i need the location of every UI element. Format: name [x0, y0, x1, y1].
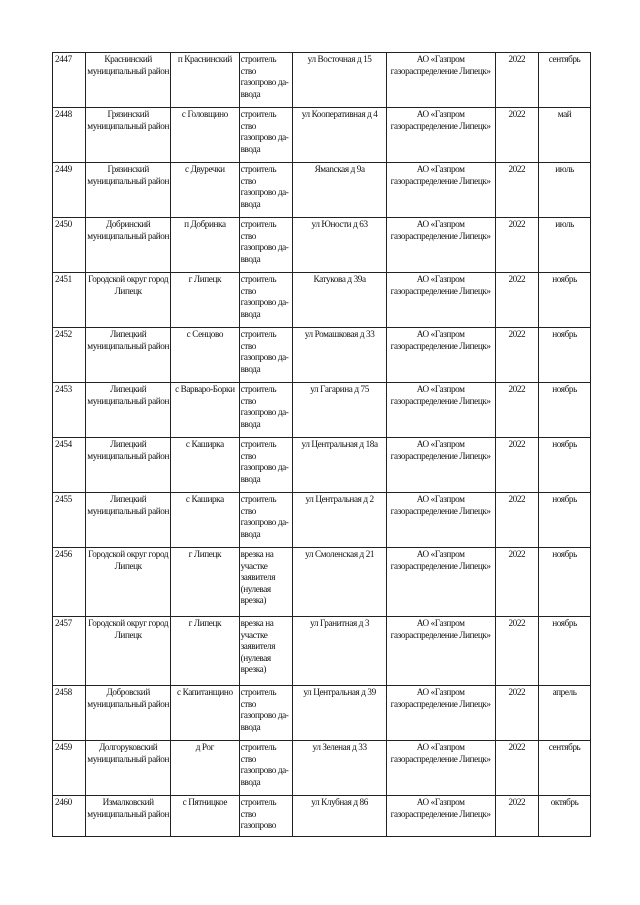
table-row: [53, 218, 591, 273]
address-cell: ул Гагарина д 75: [293, 383, 386, 438]
month-cell: июль: [539, 163, 591, 218]
table-row: [53, 741, 591, 796]
organization-cell: АО «Газпром газораспределение Липецк»: [386, 493, 495, 548]
row-number: 2453: [53, 383, 86, 438]
table-row: [53, 383, 591, 438]
address-cell: ул Гранитная д 3: [293, 617, 386, 686]
work-type-cell: строитель ство газопрово да-ввода: [239, 438, 293, 493]
month-cell: ноябрь: [539, 617, 591, 686]
organization-cell: АО «Газпром газораспределение Липецк»: [386, 617, 495, 686]
address-cell: ул Клубная д 86: [293, 796, 386, 837]
row-number: 2454: [53, 438, 86, 493]
organization-cell: АО «Газпром газораспределение Липецк»: [386, 163, 495, 218]
work-type-cell: строитель ство газопрово да-ввода: [239, 273, 293, 328]
table-row: [53, 796, 591, 837]
address-cell: ул Кооперативная д 4: [293, 108, 386, 163]
locality-cell: п Краснинский: [171, 53, 239, 108]
address-cell: ул Центральная д 18а: [293, 438, 386, 493]
table-row: [53, 617, 591, 686]
organization-cell: АО «Газпром газораспределение Липецк»: [386, 548, 495, 617]
row-number: 2460: [53, 796, 86, 837]
table-row: [53, 548, 591, 617]
year-cell: 2022: [495, 617, 539, 686]
row-number: 2450: [53, 218, 86, 273]
row-number: 2447: [53, 53, 86, 108]
month-cell: ноябрь: [539, 383, 591, 438]
locality-cell: с Пятницкое: [171, 796, 239, 837]
table-row: [53, 686, 591, 741]
address-cell: ул Ромашковая д 33: [293, 328, 386, 383]
table-row: [53, 438, 591, 493]
table-row: [53, 53, 591, 108]
address-cell: Катукова д 39а: [293, 273, 386, 328]
locality-cell: г Липецк: [171, 548, 239, 617]
address-cell: ул Центральная д 2: [293, 493, 386, 548]
organization-cell: АО «Газпром газораспределение Липецк»: [386, 328, 495, 383]
work-type-cell: строитель ство газопрово да-ввода: [239, 493, 293, 548]
organization-cell: АО «Газпром газораспределение Липецк»: [386, 741, 495, 796]
document-table: [52, 52, 591, 837]
district-cell: Липецкий муниципальный район: [86, 493, 171, 548]
locality-cell: с Двуречки: [171, 163, 239, 218]
year-cell: 2022: [495, 53, 539, 108]
row-number: 2455: [53, 493, 86, 548]
locality-cell: г Липецк: [171, 273, 239, 328]
work-type-cell: строитель ство газопрово да-ввода: [239, 328, 293, 383]
district-cell: Грязинский муниципальный район: [86, 108, 171, 163]
year-cell: 2022: [495, 163, 539, 218]
month-cell: апрель: [539, 686, 591, 741]
address-cell: ул Восточная д 15: [293, 53, 386, 108]
district-cell: Городской округ город Липецк: [86, 548, 171, 617]
table-row: [53, 273, 591, 328]
district-cell: Грязинский муниципальный район: [86, 163, 171, 218]
address-cell: ул Юности д 63: [293, 218, 386, 273]
year-cell: 2022: [495, 438, 539, 493]
work-type-cell: строитель ство газопрово: [239, 796, 293, 837]
row-number: 2451: [53, 273, 86, 328]
year-cell: 2022: [495, 273, 539, 328]
table-row: [53, 493, 591, 548]
address-cell: Ямanская д 9а: [293, 163, 386, 218]
month-cell: сентябрь: [539, 53, 591, 108]
work-type-cell: строитель ство газопрово да-ввода: [239, 218, 293, 273]
work-type-cell: врезка на участке заявителя (нулевая врезка): [239, 548, 293, 617]
district-cell: Липецкий муниципальный район: [86, 383, 171, 438]
locality-cell: с Варваро-Борки: [171, 383, 239, 438]
locality-cell: с Каширка: [171, 493, 239, 548]
month-cell: ноябрь: [539, 438, 591, 493]
address-cell: ул Смоленская д 21: [293, 548, 386, 617]
year-cell: 2022: [495, 796, 539, 837]
month-cell: ноябрь: [539, 328, 591, 383]
district-cell: Липецкий муниципальный район: [86, 328, 171, 383]
year-cell: 2022: [495, 218, 539, 273]
organization-cell: АО «Газпром газораспределение Липецк»: [386, 438, 495, 493]
work-type-cell: строитель ство газопрово да-ввода: [239, 53, 293, 108]
locality-cell: г Липецк: [171, 617, 239, 686]
year-cell: 2022: [495, 686, 539, 741]
work-type-cell: строитель ство газопрово да-ввода: [239, 163, 293, 218]
address-cell: ул Зеленая д 33: [293, 741, 386, 796]
district-cell: Добровский муниципальный район: [86, 686, 171, 741]
district-cell: Городской округ город Липецк: [86, 273, 171, 328]
row-number: 2459: [53, 741, 86, 796]
locality-cell: с Каширка: [171, 438, 239, 493]
district-cell: Измалковский муниципальный район: [86, 796, 171, 837]
row-number: 2458: [53, 686, 86, 741]
district-cell: Добринский муниципальный район: [86, 218, 171, 273]
month-cell: июль: [539, 218, 591, 273]
year-cell: 2022: [495, 548, 539, 617]
organization-cell: АО «Газпром газораспределение Липецк»: [386, 273, 495, 328]
work-type-cell: строитель ство газопрово да-ввода: [239, 686, 293, 741]
locality-cell: с Сенцово: [171, 328, 239, 383]
organization-cell: АО «Газпром газораспределение Липецк»: [386, 686, 495, 741]
locality-cell: п Добринка: [171, 218, 239, 273]
table-row: [53, 163, 591, 218]
work-type-cell: строитель ство газопрово да-ввода: [239, 741, 293, 796]
month-cell: ноябрь: [539, 273, 591, 328]
organization-cell: АО «Газпром газораспределение Липецк»: [386, 796, 495, 837]
address-cell: ул Центральная д 39: [293, 686, 386, 741]
year-cell: 2022: [495, 328, 539, 383]
organization-cell: АО «Газпром газораспределение Липецк»: [386, 383, 495, 438]
row-number: 2457: [53, 617, 86, 686]
work-type-cell: строитель ство газопрово да-ввода: [239, 383, 293, 438]
district-cell: Липецкий муниципальный район: [86, 438, 171, 493]
month-cell: ноябрь: [539, 548, 591, 617]
row-number: 2456: [53, 548, 86, 617]
district-cell: Городской округ город Липецк: [86, 617, 171, 686]
organization-cell: АО «Газпром газораспределение Липецк»: [386, 53, 495, 108]
work-type-cell: врезка на участке заявителя (нулевая врезка): [239, 617, 293, 686]
month-cell: сентябрь: [539, 741, 591, 796]
year-cell: 2022: [495, 383, 539, 438]
year-cell: 2022: [495, 741, 539, 796]
month-cell: октябрь: [539, 796, 591, 837]
locality-cell: д Рог: [171, 741, 239, 796]
district-cell: Краснинский муниципальный район: [86, 53, 171, 108]
locality-cell: с Капитанщино: [171, 686, 239, 741]
locality-cell: с Головщино: [171, 108, 239, 163]
table-row: [53, 328, 591, 383]
organization-cell: АО «Газпром газораспределение Липецк»: [386, 108, 495, 163]
month-cell: ноябрь: [539, 493, 591, 548]
year-cell: 2022: [495, 493, 539, 548]
year-cell: 2022: [495, 108, 539, 163]
row-number: 2449: [53, 163, 86, 218]
table-row: [53, 108, 591, 163]
row-number: 2448: [53, 108, 86, 163]
district-cell: Долгоруковский муниципальный район: [86, 741, 171, 796]
month-cell: май: [539, 108, 591, 163]
work-type-cell: строитель ство газопрово да-ввода: [239, 108, 293, 163]
organization-cell: АО «Газпром газораспределение Липецк»: [386, 218, 495, 273]
row-number: 2452: [53, 328, 86, 383]
table-body: [53, 53, 591, 837]
